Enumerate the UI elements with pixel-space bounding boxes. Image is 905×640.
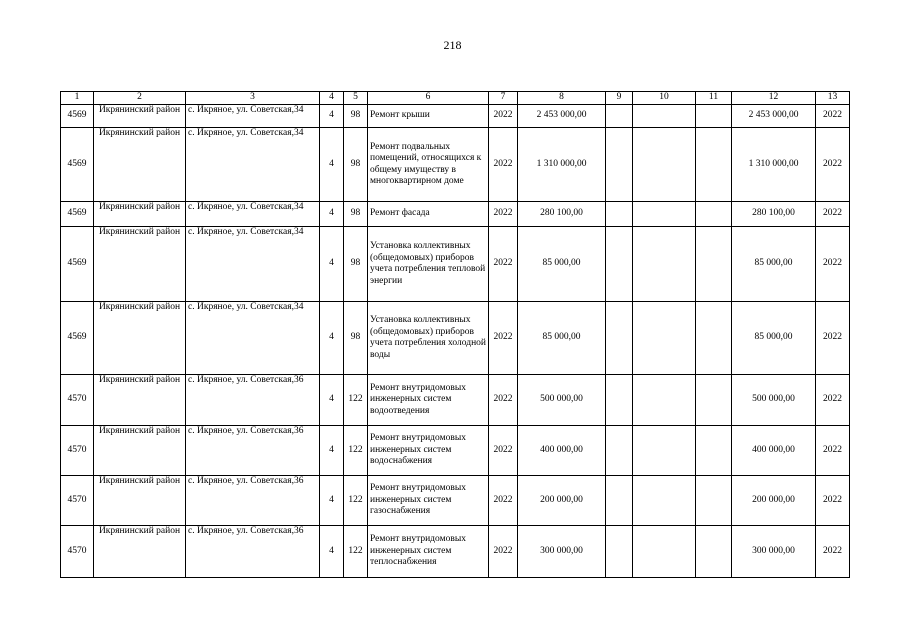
cell-col-5: 98 xyxy=(344,302,368,375)
cell-col-12: 500 000,00 xyxy=(732,375,816,426)
column-header-8: 8 xyxy=(518,92,606,105)
cell-year: 2022 xyxy=(489,202,518,227)
table-row xyxy=(61,227,850,302)
cell-work-type: Ремонт внутридомовых инженерных систем водоотведения xyxy=(368,375,489,426)
cell-col-9 xyxy=(606,476,633,526)
cell-col-9 xyxy=(606,105,633,128)
cell-col-5: 98 xyxy=(344,227,368,302)
cell-col-4: 4 xyxy=(320,202,344,227)
table-row xyxy=(61,375,850,426)
cell-col-12: 85 000,00 xyxy=(732,227,816,302)
cell-col-9 xyxy=(606,375,633,426)
cell-col-4: 4 xyxy=(320,227,344,302)
table-row xyxy=(61,526,850,578)
cell-district: Икрянинский район xyxy=(94,375,186,426)
cell-col-12: 200 000,00 xyxy=(732,476,816,526)
cell-col-9 xyxy=(606,202,633,227)
cell-col-11 xyxy=(696,128,732,202)
table-row xyxy=(61,476,850,526)
cell-total-cost: 500 000,00 xyxy=(518,375,606,426)
cell-total-cost: 200 000,00 xyxy=(518,476,606,526)
cell-col-11 xyxy=(696,202,732,227)
cell-total-cost: 400 000,00 xyxy=(518,426,606,476)
cell-year: 2022 xyxy=(489,105,518,128)
column-header-11: 11 xyxy=(696,92,732,105)
cell-col-9 xyxy=(606,227,633,302)
table-body xyxy=(61,105,850,578)
cell-col-5: 98 xyxy=(344,105,368,128)
cell-object-id: 4570 xyxy=(61,375,94,426)
header-row xyxy=(61,92,850,105)
cell-district: Икрянинский район xyxy=(94,202,186,227)
cell-col-13: 2022 xyxy=(816,426,850,476)
cell-col-10 xyxy=(633,526,696,578)
cell-col-10 xyxy=(633,227,696,302)
cell-district: Икрянинский район xyxy=(94,105,186,128)
column-header-5: 5 xyxy=(344,92,368,105)
cell-address: с. Икряное, ул. Советская,36 xyxy=(186,476,320,526)
cell-col-11 xyxy=(696,476,732,526)
cell-col-12: 280 100,00 xyxy=(732,202,816,227)
cell-district: Икрянинский район xyxy=(94,128,186,202)
cell-address: с. Икряное, ул. Советская,36 xyxy=(186,426,320,476)
column-header-4: 4 xyxy=(320,92,344,105)
cell-address: с. Икряное, ул. Советская,34 xyxy=(186,202,320,227)
cell-work-type: Ремонт внутридомовых инженерных систем водоснабжения xyxy=(368,426,489,476)
cell-year: 2022 xyxy=(489,375,518,426)
cell-year: 2022 xyxy=(489,476,518,526)
cell-col-5: 122 xyxy=(344,426,368,476)
cell-col-12: 1 310 000,00 xyxy=(732,128,816,202)
cell-object-id: 4570 xyxy=(61,426,94,476)
cell-col-12: 300 000,00 xyxy=(732,526,816,578)
cell-total-cost: 280 100,00 xyxy=(518,202,606,227)
cell-total-cost: 85 000,00 xyxy=(518,302,606,375)
column-header-1: 1 xyxy=(61,92,94,105)
cell-col-13: 2022 xyxy=(816,526,850,578)
column-header-7: 7 xyxy=(489,92,518,105)
cell-col-12: 2 453 000,00 xyxy=(732,105,816,128)
cell-object-id: 4569 xyxy=(61,128,94,202)
cell-object-id: 4570 xyxy=(61,526,94,578)
cell-col-10 xyxy=(633,128,696,202)
cell-work-type: Установка коллективных (общедомовых) приборов учета потребления холодной воды xyxy=(368,302,489,375)
table-row xyxy=(61,426,850,476)
column-header-10: 10 xyxy=(633,92,696,105)
cell-col-5: 98 xyxy=(344,202,368,227)
cell-object-id: 4569 xyxy=(61,227,94,302)
page-number: 218 xyxy=(443,38,462,52)
cell-col-11 xyxy=(696,227,732,302)
cell-col-4: 4 xyxy=(320,476,344,526)
cell-work-type: Ремонт фасада xyxy=(368,202,489,227)
cell-col-4: 4 xyxy=(320,426,344,476)
cell-object-id: 4570 xyxy=(61,476,94,526)
cell-district: Икрянинский район xyxy=(94,526,186,578)
cell-work-type: Ремонт подвальных помещений, относящихся к общему имуществу в многоквартирном доме xyxy=(368,128,489,202)
column-header-12: 12 xyxy=(732,92,816,105)
cell-col-4: 4 xyxy=(320,128,344,202)
cell-district: Икрянинский район xyxy=(94,426,186,476)
cell-year: 2022 xyxy=(489,227,518,302)
cell-col-10 xyxy=(633,375,696,426)
cell-col-5: 122 xyxy=(344,526,368,578)
cell-col-4: 4 xyxy=(320,375,344,426)
column-header-2: 2 xyxy=(94,92,186,105)
cell-work-type: Ремонт крыши xyxy=(368,105,489,128)
cell-col-12: 85 000,00 xyxy=(732,302,816,375)
cell-work-type: Ремонт внутридомовых инженерных систем газоснабжения xyxy=(368,476,489,526)
cell-col-9 xyxy=(606,426,633,476)
cell-col-10 xyxy=(633,202,696,227)
cell-district: Икрянинский район xyxy=(94,302,186,375)
cell-col-11 xyxy=(696,526,732,578)
cell-address: с. Икряное, ул. Советская,34 xyxy=(186,128,320,202)
cell-total-cost: 300 000,00 xyxy=(518,526,606,578)
table-row xyxy=(61,105,850,128)
cell-work-type: Ремонт внутридомовых инженерных систем теплоснабжения xyxy=(368,526,489,578)
cell-col-4: 4 xyxy=(320,105,344,128)
cell-address: с. Икряное, ул. Советская,36 xyxy=(186,526,320,578)
cell-total-cost: 2 453 000,00 xyxy=(518,105,606,128)
cell-col-9 xyxy=(606,526,633,578)
cell-col-13: 2022 xyxy=(816,202,850,227)
table-row xyxy=(61,128,850,202)
cell-col-9 xyxy=(606,128,633,202)
cell-col-4: 4 xyxy=(320,302,344,375)
cell-col-5: 122 xyxy=(344,476,368,526)
cell-col-13: 2022 xyxy=(816,476,850,526)
cell-address: с. Икряное, ул. Советская,34 xyxy=(186,302,320,375)
cell-col-11 xyxy=(696,426,732,476)
cell-col-13: 2022 xyxy=(816,375,850,426)
column-header-13: 13 xyxy=(816,92,850,105)
cell-col-11 xyxy=(696,375,732,426)
cell-address: с. Икряное, ул. Советская,36 xyxy=(186,375,320,426)
cell-col-11 xyxy=(696,302,732,375)
cell-col-10 xyxy=(633,426,696,476)
cell-work-type: Установка коллективных (общедомовых) приборов учета потребления тепловой энергии xyxy=(368,227,489,302)
cell-col-10 xyxy=(633,105,696,128)
cell-year: 2022 xyxy=(489,426,518,476)
cell-col-12: 400 000,00 xyxy=(732,426,816,476)
column-header-6: 6 xyxy=(368,92,489,105)
cell-object-id: 4569 xyxy=(61,202,94,227)
cell-col-11 xyxy=(696,105,732,128)
column-header-3: 3 xyxy=(186,92,320,105)
column-header-9: 9 xyxy=(606,92,633,105)
cell-year: 2022 xyxy=(489,128,518,202)
cell-col-5: 122 xyxy=(344,375,368,426)
cell-col-13: 2022 xyxy=(816,227,850,302)
cell-col-9 xyxy=(606,302,633,375)
cell-col-13: 2022 xyxy=(816,302,850,375)
cell-address: с. Икряное, ул. Советская,34 xyxy=(186,105,320,128)
cell-col-13: 2022 xyxy=(816,105,850,128)
cell-year: 2022 xyxy=(489,302,518,375)
cell-object-id: 4569 xyxy=(61,302,94,375)
cell-col-13: 2022 xyxy=(816,128,850,202)
cell-object-id: 4569 xyxy=(61,105,94,128)
cell-total-cost: 1 310 000,00 xyxy=(518,128,606,202)
cell-total-cost: 85 000,00 xyxy=(518,227,606,302)
cell-year: 2022 xyxy=(489,526,518,578)
cell-col-10 xyxy=(633,476,696,526)
table-row xyxy=(61,302,850,375)
cell-col-4: 4 xyxy=(320,526,344,578)
repair-program-table xyxy=(60,91,850,578)
cell-district: Икрянинский район xyxy=(94,227,186,302)
cell-district: Икрянинский район xyxy=(94,476,186,526)
table-row xyxy=(61,202,850,227)
cell-address: с. Икряное, ул. Советская,34 xyxy=(186,227,320,302)
cell-col-10 xyxy=(633,302,696,375)
cell-col-5: 98 xyxy=(344,128,368,202)
